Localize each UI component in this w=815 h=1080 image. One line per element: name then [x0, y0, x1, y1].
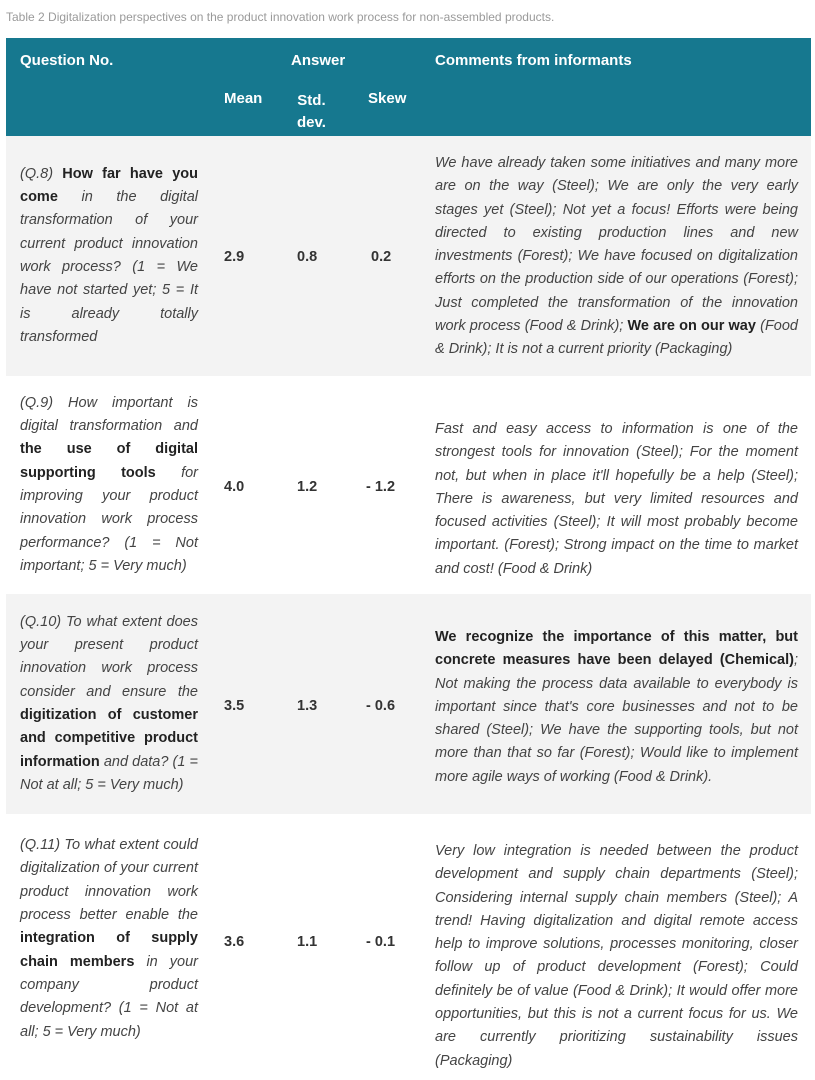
question-emphasis: How far have you come: [20, 165, 198, 206]
skew-value: - 1.2: [366, 479, 396, 495]
comment-text: (Food & Drink); It is not a current priority (Packaging): [435, 318, 798, 358]
header-question-no: Question No.: [20, 52, 114, 69]
question-text: in your company product development? (1 = Not at all; 5 = Very much): [20, 953, 198, 1040]
question-text: (Q.8): [20, 165, 63, 182]
question-text: and data? (1 = Not at all; 5 = Very much): [20, 753, 198, 793]
mean-value: 4.0: [224, 479, 245, 495]
comment-text: Fast and easy access to information is one of the strongest tools for innovation (Steel); For the moment not, but when in place it'll hopefully be a help (Steel); There is awareness, but very limited resources and focused activities (Steel); It will most probably become important. (Forest); Strong impact on the time to market and cost! (Food & Drink): [435, 421, 798, 577]
comment-text: Very low integration is needed between the product development and supply chain departments (Steel); Considering internal supply chain members (Steel); A trend! Having digitalization and digital remote access help to improve solutions, processes monitoring, closer follow up of product development (Forest); Could definitely be of value (Food & Drink); It would offer more opportunities, but this is not a current focus for us. We are currently prioritizing sustainability issues (Packaging): [435, 843, 798, 1069]
skew-value: - 0.1: [366, 934, 396, 950]
comment-cell: [435, 418, 798, 581]
comment-text: ; Not making the process data available to everybody is important since that's core businesses and not to be shared (Steel); We have the supporting tools, but not more than that so far (Forest); Would like to implement more agile ways of working (Food & Drink).: [435, 652, 798, 785]
table-header: [6, 38, 811, 136]
comment-cell: [435, 152, 798, 362]
question-cell: [20, 136, 198, 376]
skew-value: 0.2: [371, 249, 392, 265]
header-std-line2: dev.: [297, 114, 326, 131]
mean-value: 3.5: [224, 698, 245, 714]
std-dev-value: 1.1: [297, 934, 318, 950]
question-cell: [20, 814, 198, 1064]
table-row-q9: [6, 376, 811, 594]
question-emphasis: digitization of customer and competitive product information: [20, 707, 198, 770]
data-table: [6, 38, 811, 1069]
comment-emphasis: We recognize the importance of this matter, but concrete measures have been delayed (Chemical): [435, 629, 798, 669]
std-dev-value: 0.8: [297, 249, 318, 265]
question-text: (Q.9) How important is digital transformation and: [20, 394, 198, 435]
question-text: for improving your product innovation work process performance? (1 = Not important; 5 = Very much): [20, 464, 199, 574]
header-std-dev: [297, 90, 326, 134]
comment-cell: [435, 626, 798, 789]
question-cell: [20, 594, 198, 814]
header-mean: Mean: [224, 90, 263, 107]
mean-value: 3.6: [224, 934, 245, 950]
header-comments: Comments from informants: [435, 52, 632, 69]
question-cell: [20, 376, 198, 594]
header-answer: Answer: [291, 52, 346, 69]
question-text: in the digital transformation of your current product innovation work process? (1 = We have not started yet; 5 = It is already totally transformed: [20, 189, 198, 345]
table-row-q11: [6, 814, 811, 1069]
std-dev-value: 1.2: [297, 479, 318, 495]
comment-cell: [435, 840, 798, 1073]
table-caption: Table 2 Digitalization perspectives on the product innovation work process for non-assembled products.: [6, 10, 555, 24]
std-dev-value: 1.3: [297, 698, 318, 714]
skew-value: - 0.6: [366, 698, 396, 714]
comment-text: We have already taken some initiatives and many more are on the way (Steel); We are only the very early stages yet (Steel); Not yet a focus! Efforts were being directed to existing production lines and new investments (Forest); We have focused on digitalization efforts on the production side of our operations (Forest); Just completed the transformation of the innovation work process (Food & Drink);: [435, 155, 798, 335]
question-emphasis: integration of supply chain members: [20, 930, 198, 970]
table-row-q10: [6, 594, 811, 814]
mean-value: 2.9: [224, 249, 245, 265]
header-std-line1: Std.: [297, 92, 326, 109]
header-skew: Skew: [368, 90, 407, 107]
comment-emphasis: We are on our way: [627, 318, 756, 335]
question-emphasis: the use of digital supporting tools: [20, 441, 198, 481]
question-text: (Q.10) To what extent does your present product innovation work process consider and ensure the: [20, 613, 198, 700]
question-text: (Q.11) To what extent could digitalization of your current product innovation work process better enable the: [20, 837, 198, 924]
table-row-q8: [6, 136, 811, 376]
